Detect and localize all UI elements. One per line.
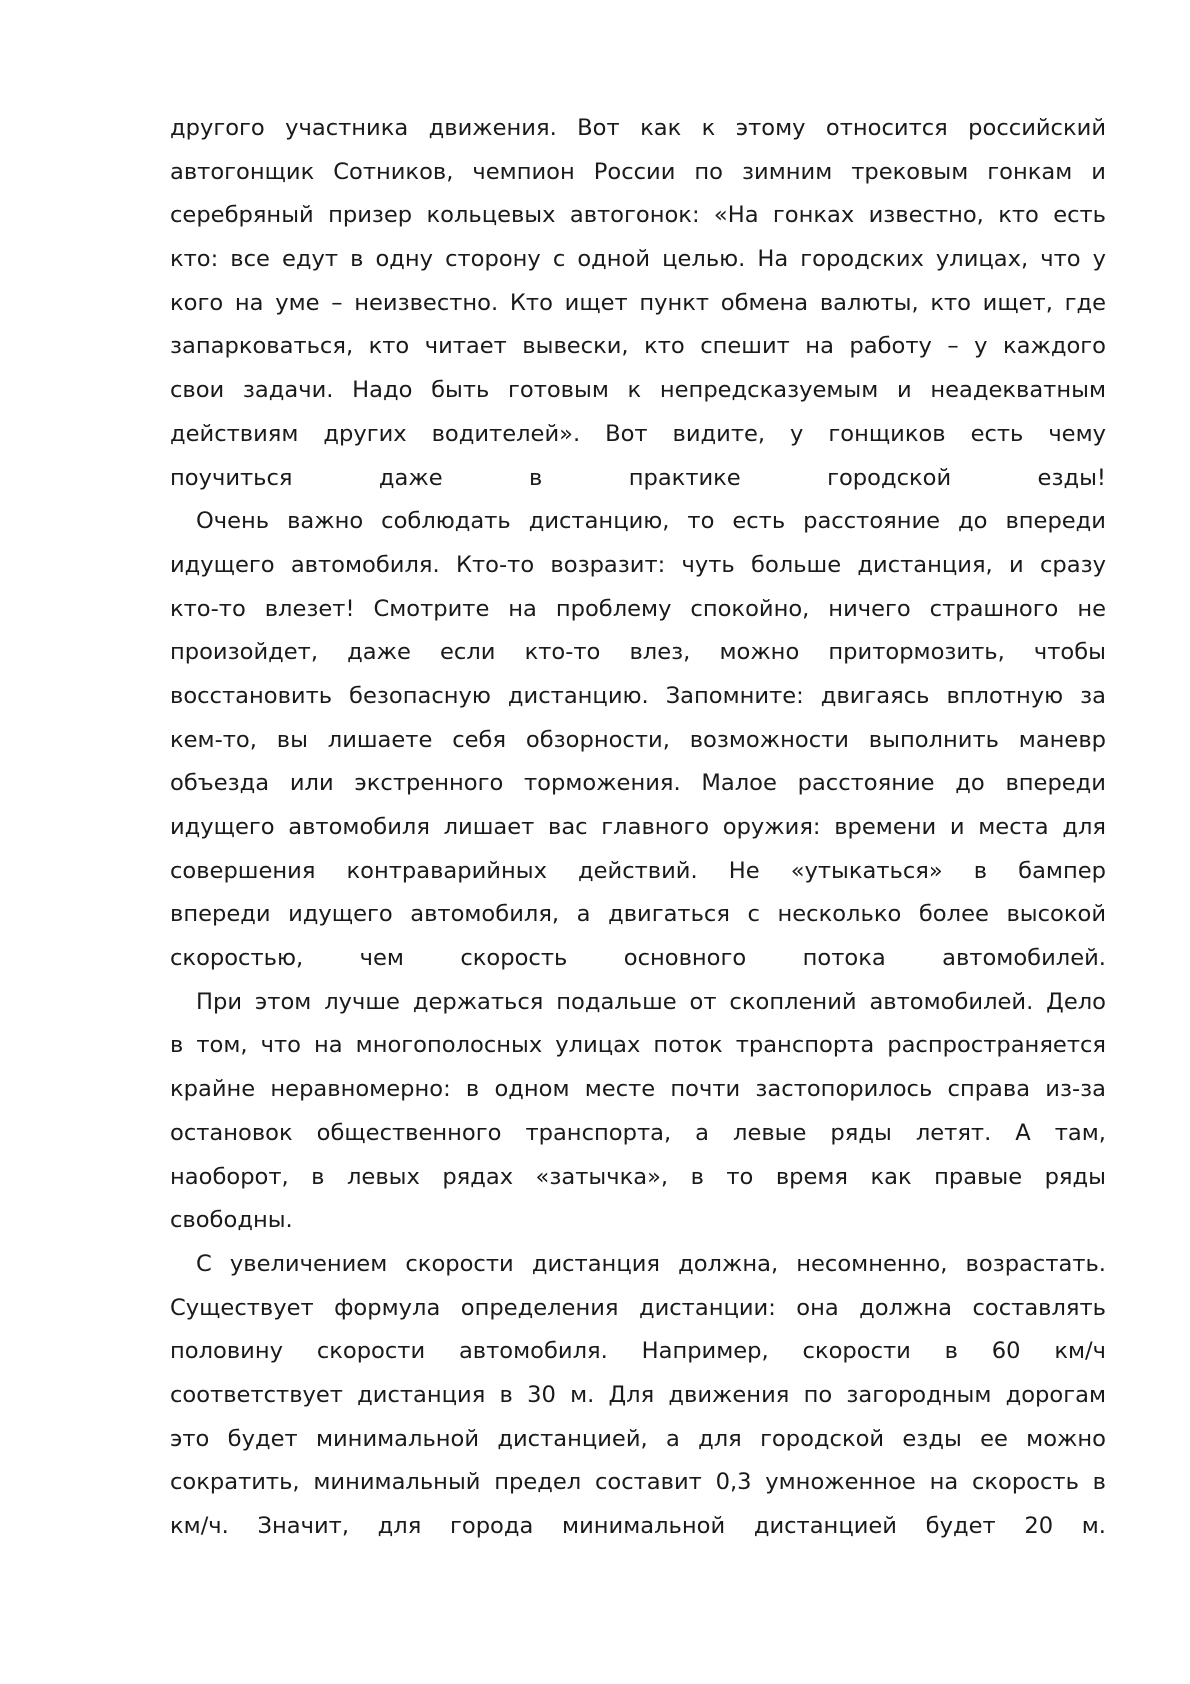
text-line: половину скорости автомобиля. Например, скорости в 60 км/ч <box>170 1338 1106 1365</box>
text-line: кого на уме – неизвестно. Кто ищет пункт обмена валюты, кто ищет, где <box>170 289 1106 316</box>
text-line: в том, что на многополосных улицах поток транспорта распространяется <box>170 1032 1106 1059</box>
text-line: совершения контраварийных действий. Не «утыкаться» в бампер <box>170 857 1106 884</box>
text-line: запарковаться, кто читает вывески, кто спешит на работу – у каждого <box>170 333 1106 360</box>
text-line: С увеличением скорости дистанция должна, несомненно, возрастать. <box>196 1250 1106 1277</box>
paragraph-4 <box>170 1243 1106 1549</box>
text-line: поучиться даже в практике городской езды! <box>170 464 1106 491</box>
text-line: км/ч. Значит, для города минимальной дистанцией будет 20 м. <box>170 1513 1106 1539</box>
text-line: произойдет, даже если кто-то влез, можно притормозить, чтобы <box>170 639 1106 666</box>
text-line: свои задачи. Надо быть готовым к непредсказуемым и неадекватным <box>170 377 1106 404</box>
text-line: Очень важно соблюдать дистанцию, то есть расстояние до впереди <box>196 508 1106 535</box>
document-page <box>170 107 1106 1549</box>
text-line: идущего автомобиля лишает вас главного оружия: времени и места для <box>170 814 1106 840</box>
paragraph-1 <box>170 107 1106 500</box>
text-line: автогонщик Сотников, чемпион России по зимним трековым гонкам и <box>170 158 1106 185</box>
text-line: скоростью, чем скорость основного потока автомобилей. <box>170 945 1106 972</box>
paragraph-3 <box>170 981 1106 1243</box>
text-line: свободны. <box>170 1207 293 1234</box>
text-line: действиям других водителей». Вот видите, у гонщиков есть чему <box>170 420 1106 447</box>
text-line: Существует формула определения дистанции: она должна составлять <box>170 1294 1106 1321</box>
text-line: другого участника движения. Вот как к этому относится российский <box>170 115 1106 141</box>
text-line: кто-то влезет! Смотрите на проблему спокойно, ничего страшного не <box>170 595 1106 622</box>
text-line: При этом лучше держаться подальше от скоплений автомобилей. Дело <box>196 988 1106 1015</box>
text-line: кто: все едут в одну сторону с одной целью. На городских улицах, что у <box>170 246 1106 273</box>
text-line: крайне неравномерно: в одном месте почти застопорилось справа из-за <box>170 1076 1106 1103</box>
text-line: наоборот, в левых рядах «затычка», в то время как правые ряды <box>170 1163 1106 1190</box>
text-line: восстановить безопасную дистанцию. Запомните: двигаясь вплотную за <box>170 682 1106 709</box>
text-line: сократить, минимальный предел составит 0,3 умноженное на скорость в <box>170 1469 1106 1496</box>
text-line: это будет минимальной дистанцией, а для городской езды ее можно <box>170 1425 1106 1452</box>
text-line: объезда или экстренного торможения. Малое расстояние до впереди <box>170 770 1106 797</box>
text-line: идущего автомобиля. Кто-то возразит: чуть больше дистанция, и сразу <box>170 551 1106 578</box>
text-line: кем-то, вы лишаете себя обзорности, возможности выполнить маневр <box>170 726 1106 753</box>
text-line: соответствует дистанция в 30 м. Для движения по загородным дорогам <box>170 1381 1106 1408</box>
paragraph-2 <box>170 500 1106 981</box>
text-line: серебряный призер кольцевых автогонок: «На гонках известно, кто есть <box>170 202 1106 229</box>
text-line: остановок общественного транспорта, а левые ряды летят. А там, <box>170 1119 1106 1146</box>
text-line: впереди идущего автомобиля, а двигаться с несколько более высокой <box>170 901 1106 928</box>
